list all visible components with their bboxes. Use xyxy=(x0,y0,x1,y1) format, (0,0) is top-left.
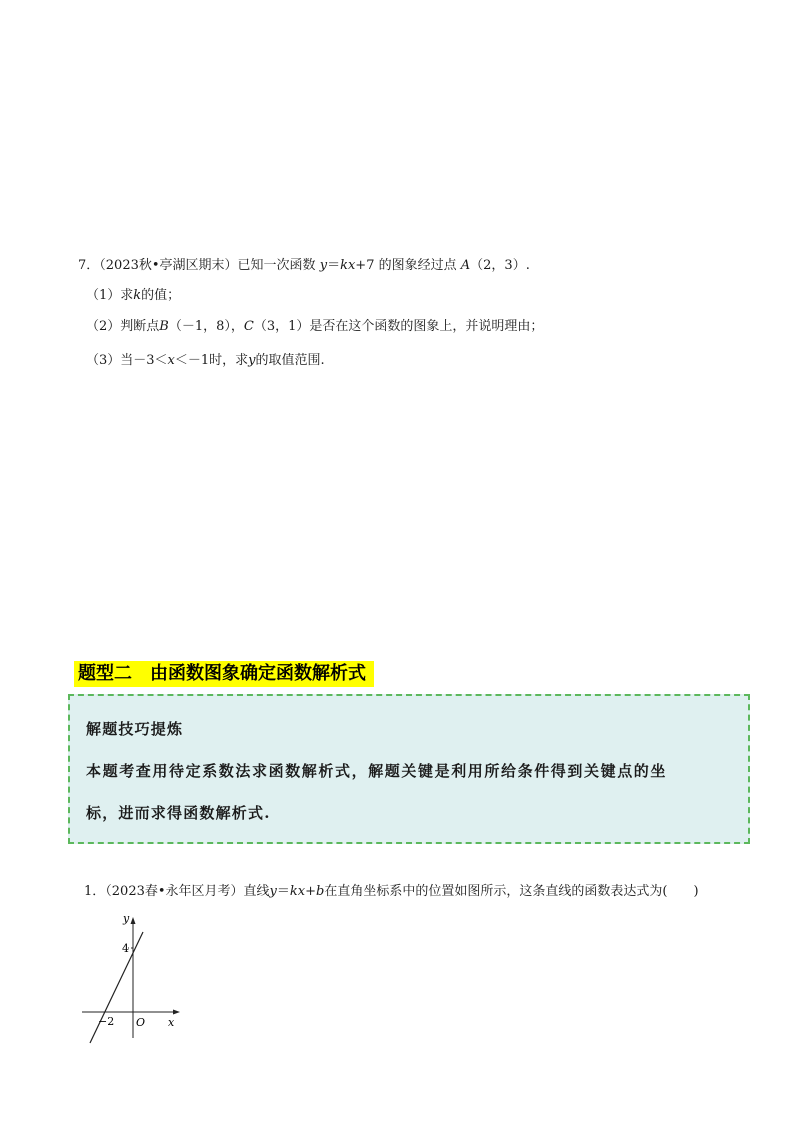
part-text: （1）求 xyxy=(86,288,134,303)
y-axis-arrow xyxy=(131,917,136,924)
point-a: A xyxy=(460,258,471,273)
part-text: （3）当－3＜ xyxy=(86,353,168,368)
constant-term: +7 xyxy=(355,258,375,273)
point-b: B xyxy=(159,319,169,334)
point-a-coords: （2，3）. xyxy=(470,258,530,273)
section-label: 题型二 xyxy=(78,663,132,684)
tips-line-2: 标，进而求得函数解析式. xyxy=(86,804,271,822)
var-x: x xyxy=(167,353,175,368)
equals-sign: ＝ xyxy=(276,884,290,899)
tips-box xyxy=(68,694,750,844)
point-b-coords: （－1，8）， xyxy=(168,319,244,334)
question-source: （2023春•永年区月考）直线 xyxy=(105,884,270,899)
stem-text: 的图象经过点 xyxy=(378,258,457,273)
tips-line-1: 本题考查用待定系数法求函数解析式，解题关键是利用所给条件得到关键点的坐 xyxy=(86,762,668,780)
y-axis-label: y xyxy=(123,912,130,925)
part-text: 的值； xyxy=(141,288,181,303)
equals-sign: ＝ xyxy=(327,258,341,273)
var-y: y xyxy=(319,258,328,273)
question-source: （2023秋•亭湖区期末） xyxy=(99,258,238,273)
question-7-stem xyxy=(78,255,530,277)
question-number: 1． xyxy=(84,884,106,899)
question-number: 7． xyxy=(78,258,100,273)
part-text: （2）判断点 xyxy=(86,319,160,334)
question-7-part-3 xyxy=(86,350,325,372)
coordinate-graph xyxy=(80,908,190,1048)
x-axis-arrow xyxy=(173,1010,180,1015)
section-heading xyxy=(74,661,374,687)
part-text: ＜－1时，求 xyxy=(174,353,249,368)
var-kx: kx xyxy=(289,884,306,899)
var-y: y xyxy=(248,353,256,368)
part-text: 的取值范围. xyxy=(255,353,325,368)
tips-title: 解题技巧提炼 xyxy=(86,720,184,738)
point-c-coords: （3，1）是否在这个函数的图象上，并说明理由； xyxy=(253,319,544,334)
stem-text: 已知一次函数 xyxy=(237,258,316,273)
plus-sign: + xyxy=(305,884,317,899)
var-b: b xyxy=(316,884,325,899)
question-stem: 在直角坐标系中的位置如图所示，这条直线的函数表达式为( ) xyxy=(324,884,699,899)
x-intercept-label: −2 xyxy=(98,1015,115,1028)
origin-label: O xyxy=(136,1016,146,1029)
question-7-part-2 xyxy=(86,316,543,338)
question-1 xyxy=(84,880,699,899)
var-kx: kx xyxy=(340,258,356,273)
point-c: C xyxy=(243,319,254,334)
y-intercept-label: 4 xyxy=(122,942,129,955)
x-axis-label: x xyxy=(168,1016,175,1029)
question-7-part-1 xyxy=(86,285,180,307)
section-title: 由函数图象确定函数解析式 xyxy=(150,663,366,684)
var-k: k xyxy=(133,288,142,303)
var-y: y xyxy=(269,884,277,899)
